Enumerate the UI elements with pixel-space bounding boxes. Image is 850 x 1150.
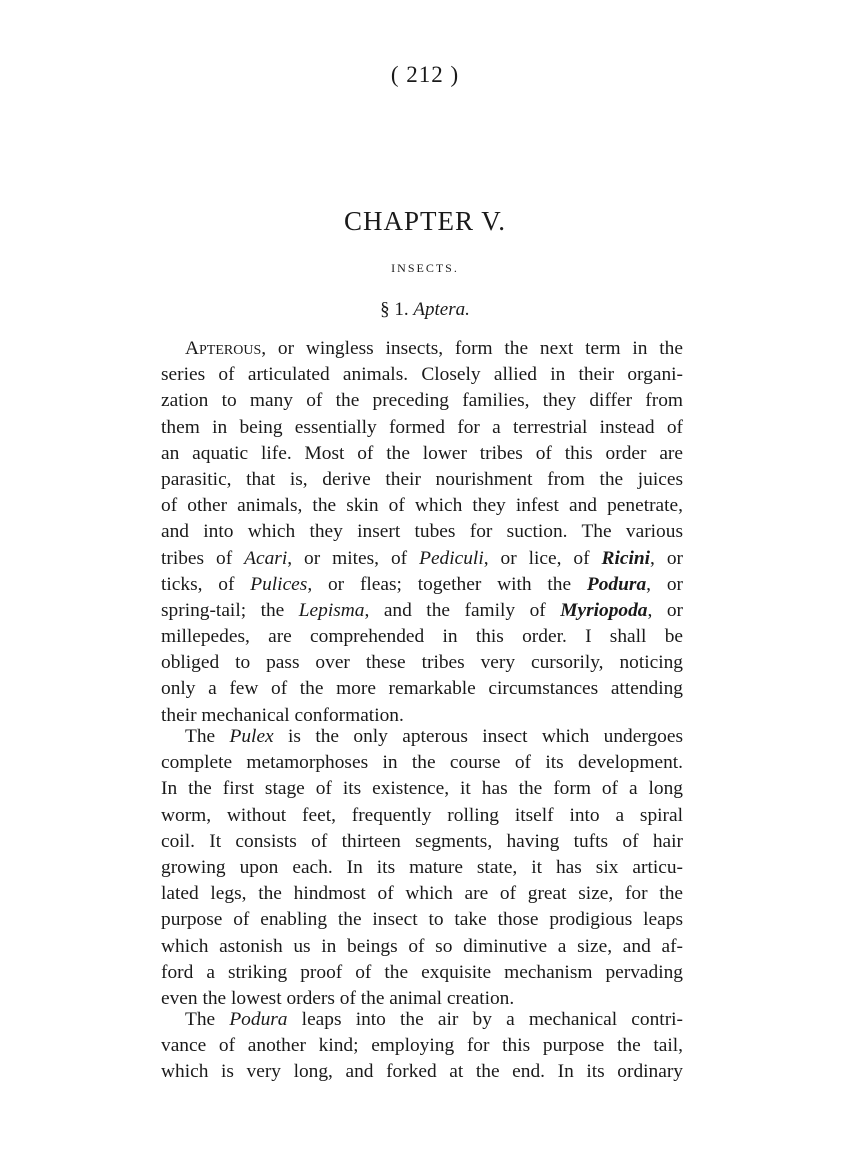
paragraph bbox=[161, 336, 683, 729]
text-line bbox=[161, 598, 683, 624]
text-run: leaps into the air by a mechanical contri- bbox=[287, 1009, 683, 1030]
text-run: of other animals, the skin of which they infest and penetrate, bbox=[161, 495, 683, 517]
text-run: , or lice, of bbox=[483, 547, 602, 569]
text-run: which is very long, and forked at the end. In its ordinary bbox=[161, 1061, 683, 1083]
text-run: worm, without feet, frequently rolling itself into a spiral bbox=[161, 804, 683, 826]
text-run: , or bbox=[647, 599, 683, 621]
text-run: them in being essentially formed for a terrestrial instead of bbox=[161, 416, 683, 438]
text-line bbox=[161, 546, 683, 572]
chapter-title: CHAPTER V. bbox=[343, 206, 507, 236]
text-line bbox=[161, 907, 683, 933]
text-run: Pulex bbox=[229, 726, 274, 747]
text-run: lated legs, the hindmost of which are of great size, for the bbox=[161, 883, 683, 905]
text-run: purpose of enabling the insect to take those prodigious leaps bbox=[161, 909, 683, 931]
text-run: which astonish us in beings of so diminutive a size, and af- bbox=[161, 935, 683, 957]
text-run: Acari bbox=[244, 547, 288, 569]
text-run: growing upon each. In its mature state, it has six articu- bbox=[161, 856, 683, 878]
text-run: Pulices bbox=[250, 573, 308, 595]
text-run: , or wingless insects, form the next term in the bbox=[261, 338, 683, 359]
text-run: ticks, of bbox=[161, 573, 251, 595]
text-line bbox=[161, 881, 683, 907]
text-line bbox=[161, 803, 683, 829]
text-line bbox=[161, 388, 683, 414]
text-run: Podura bbox=[229, 1009, 288, 1030]
text-run: Ricini bbox=[601, 547, 651, 569]
text-run: Lepisma bbox=[298, 599, 365, 621]
page-number: ( 212 ) bbox=[390, 62, 460, 87]
text-line bbox=[161, 829, 683, 855]
text-run: an aquatic life. Most of the lower tribes of this order are bbox=[161, 442, 683, 464]
text-line bbox=[161, 1007, 683, 1033]
text-run: Podura bbox=[586, 573, 647, 595]
text-line bbox=[161, 676, 683, 702]
text-line bbox=[161, 467, 683, 493]
text-line bbox=[161, 519, 683, 545]
text-run: , or mites, of bbox=[287, 547, 420, 569]
text-run: Myriopoda bbox=[560, 599, 648, 621]
text-run: zation to many of the preceding families, they differ from bbox=[161, 390, 683, 412]
text-run: vance of another kind; employing for this purpose the tail, bbox=[161, 1035, 683, 1057]
text-line bbox=[161, 624, 683, 650]
text-run: In the first stage of its existence, it has the form of a long bbox=[161, 778, 683, 800]
section-mark: § 1. bbox=[380, 299, 409, 320]
text-run: , and the family of bbox=[364, 599, 561, 621]
text-line bbox=[161, 493, 683, 519]
text-line bbox=[161, 415, 683, 441]
text-line bbox=[161, 572, 683, 598]
text-run: Pediculi bbox=[419, 547, 484, 569]
text-run: tribes of bbox=[161, 547, 245, 569]
text-run: series of articulated animals. Closely allied in their organi- bbox=[161, 364, 683, 386]
text-run: is the only apterous insect which undergoes bbox=[273, 726, 683, 747]
text-run: Apterous bbox=[185, 338, 262, 359]
chapter-subject: INSECTS. bbox=[391, 261, 459, 275]
section-title: Aptera. bbox=[413, 299, 470, 320]
text-line bbox=[161, 934, 683, 960]
text-run: parasitic, that is, derive their nourishment from the juices bbox=[161, 468, 683, 490]
text-run: The bbox=[185, 1009, 230, 1030]
text-run: ford a striking proof of the exquisite mechanism pervading bbox=[161, 961, 683, 983]
text-line bbox=[161, 1033, 683, 1059]
section-heading bbox=[0, 299, 850, 321]
text-line bbox=[161, 1059, 683, 1085]
text-line bbox=[161, 441, 683, 467]
text-run: , or bbox=[650, 547, 683, 569]
text-line bbox=[161, 960, 683, 986]
text-line bbox=[161, 362, 683, 388]
text-run: their mechanical conformation. bbox=[161, 704, 404, 726]
text-run: coil. It consists of thirteen segments, having tufts of hair bbox=[161, 830, 683, 852]
paragraph bbox=[161, 724, 683, 1012]
text-run: spring-tail; the bbox=[161, 599, 299, 621]
text-run: The bbox=[185, 726, 230, 747]
text-run: millepedes, are comprehended in this order. I shall be bbox=[161, 626, 683, 648]
text-run: only a few of the more remarkable circumstances attending bbox=[161, 678, 683, 700]
text-run: even the lowest orders of the animal creation. bbox=[161, 987, 515, 1009]
text-line bbox=[161, 650, 683, 676]
text-run: complete metamorphoses in the course of its development. bbox=[161, 752, 683, 774]
text-run: , or bbox=[646, 573, 683, 595]
text-line bbox=[161, 336, 683, 362]
text-run: , or fleas; together with the bbox=[307, 573, 587, 595]
text-run: and into which they insert tubes for suction. The various bbox=[161, 521, 683, 543]
text-line bbox=[161, 855, 683, 881]
text-line bbox=[161, 750, 683, 776]
paragraph bbox=[161, 1007, 683, 1086]
text-line bbox=[161, 724, 683, 750]
text-run: obliged to pass over these tribes very cursorily, noticing bbox=[161, 652, 683, 674]
text-line bbox=[161, 776, 683, 802]
